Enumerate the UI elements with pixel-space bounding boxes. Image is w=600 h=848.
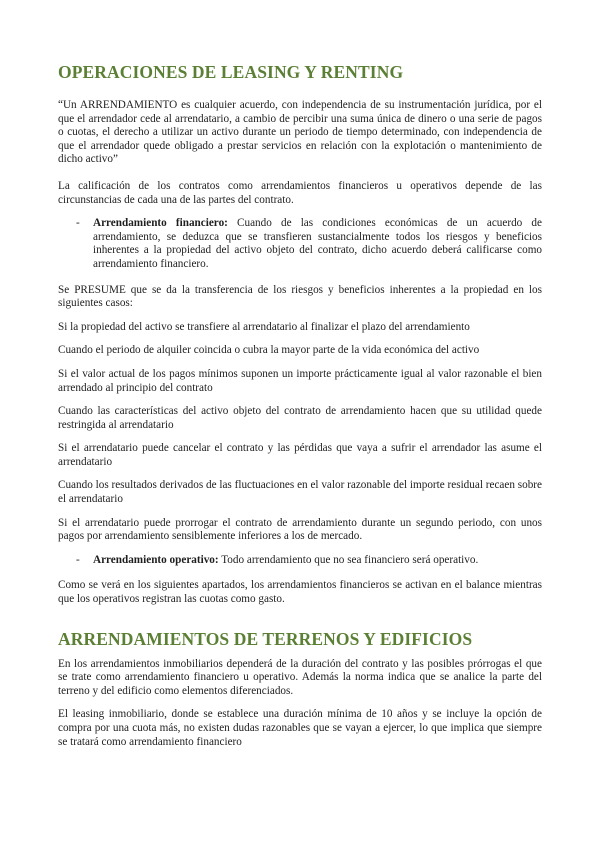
bullet-financial-lease-text xyxy=(93,217,542,271)
case-item: Cuando los resultados derivados de las fluctuaciones en el valor razonable del importe residual recaen sobre el arrendatario xyxy=(58,479,542,506)
bullet-operating-lease xyxy=(58,554,542,568)
bullet-dash: - xyxy=(76,553,80,566)
bullet-dash: - xyxy=(76,217,80,230)
bullet-operating-lease-text xyxy=(93,554,542,568)
section-title-leasing-renting: OPERACIONES DE LEASING Y RENTING xyxy=(58,62,404,82)
section-title-land-buildings: ARRENDAMIENTOS DE TERRENOS Y EDIFICIOS xyxy=(58,628,473,649)
case-item: Si el valor actual de los pagos mínimos suponen un importe prácticamente igual al valor razonable el bien arrendado al principio del contrato xyxy=(58,367,542,394)
presume-paragraph: Se PRESUME que se da la transferencia de los riesgos y beneficios inherentes a la propiedad en los siguientes casos: xyxy=(58,283,542,310)
case-item: Si el arrendatario puede cancelar el contrato y las pérdidas que vaya a sufrir el arrendador las asume el arrendatario xyxy=(58,442,542,468)
case-item: Si el arrendatario puede prorrogar el contrato de arrendamiento durante un segundo periodo, con unos pagos por arrendamiento sensiblemente inferiores a los de mercado. xyxy=(58,516,542,543)
bullet-description: Todo arrendamiento que no sea financiero será operativo. xyxy=(218,553,479,566)
case-item: Cuando el periodo de alquiler coincida o cubra la mayor parte de la vida económica del activo xyxy=(58,344,480,357)
real-estate-leasing-paragraph: El leasing inmobiliario, donde se establece una duración mínima de 10 años y se incluye la opción de compra por una cuota más, no existen dudas razonables que se vayan a ejercer, lo que implica que siempre se tratará como arrendamiento financiero xyxy=(58,708,542,748)
case-item: Si la propiedad del activo se transfiere al arrendatario al finalizar el plazo del arrendamiento xyxy=(58,320,470,333)
bullet-term: Arrendamiento financiero: xyxy=(93,217,228,230)
classification-paragraph: La calificación de los contratos como arrendamientos financieros u operativos depende de las circunstancias de cada una de las partes del contrato. xyxy=(58,179,542,206)
definition-quote: “Un ARRENDAMIENTO es cualquier acuerdo, con independencia de su instrumentación jurídica, por el que el arrendador cede al arrendatario, a cambio de percibir una suma única de dinero o una serie de pagos o cuotas, el derecho a utilizar un activo durante un periodo de tiempo determinado, con independencia de que el arrendador quede obligado a prestar servicios en relación con la explotación o mantenimiento de dicho activo” xyxy=(58,99,542,166)
bullet-term: Arrendamiento operativo: xyxy=(93,553,219,566)
closing-paragraph: Como se verá en los siguientes apartados, los arrendamientos financieros se activan en el balance mientras que los operativos registran las cuotas como gasto. xyxy=(58,579,542,606)
bullet-financial-lease xyxy=(58,217,542,271)
real-estate-paragraph: En los arrendamientos inmobiliarios dependerá de la duración del contrato y las posibles prórrogas el que se trate como arrendamiento financiero u operativo. Además la norma indica que se analice la parte del terreno y del edificio como elementos diferenciados. xyxy=(58,657,542,697)
bullet-description: Cuando de las condiciones económicas de un acuerdo de arrendamiento, se deduzca que se transfieren sustancialmente todos los riesgos y beneficios inherentes a la propiedad del activo objeto del contrato, dicho acuerdo deberá calificarse como arrendamiento financiero. xyxy=(93,217,542,270)
case-item: Cuando las características del activo objeto del contrato de arrendamiento hacen que su utilidad quede restringida al arrendatario xyxy=(58,405,542,431)
